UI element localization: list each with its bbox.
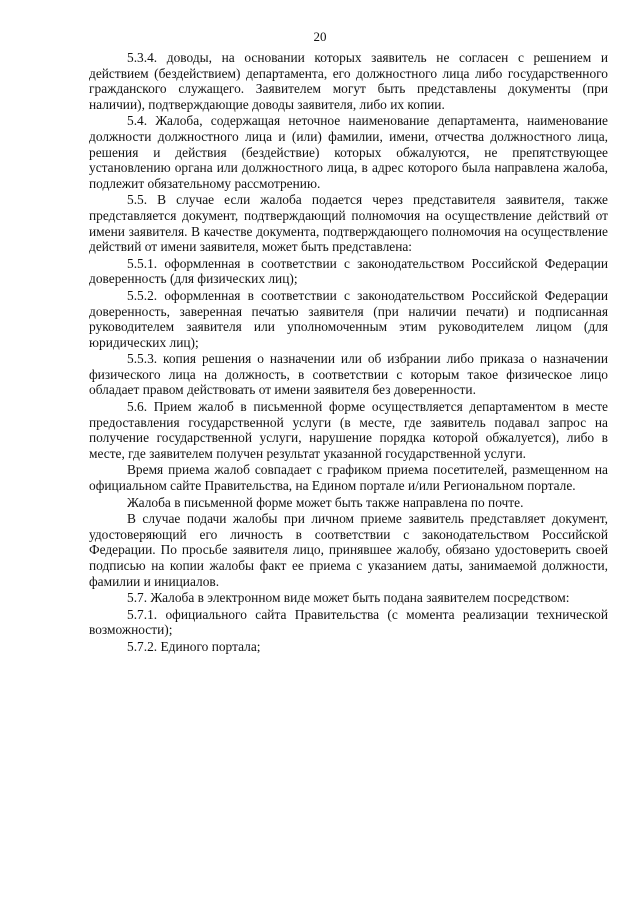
paragraph-5-5-1: 5.5.1. оформленная в соответствии с законодательством Российской Федерации доверенность (для физических лиц);	[89, 255, 608, 287]
paragraph-5-5-2: 5.5.2. оформленная в соответствии с законодательством Российской Федерации доверенность, заверенная печатью заявителя (при наличии печати) и подписанная руководителем заявителя или уполномоченным этим руководителем лицом (для юридических лиц);	[89, 287, 608, 350]
page-number: 20	[313, 29, 327, 44]
paragraph-5-7-1: 5.7.1. официального сайта Правительства (с момента реализации технической возможности);	[89, 606, 608, 638]
paragraph-personal-reception: В случае подачи жалобы при личном приеме заявитель представляет документ, удостоверяющий его личность в соответствии с законодательством Российской Федерации. По просьбе заявителя лицо, принявшее жалобу, обязано удостоверить своей подписью на копии жалобы факт ее приема с указанием даты, занимаемой должности, фамилии и инициалов.	[89, 511, 608, 589]
paragraph-5-4: 5.4. Жалоба, содержащая неточное наименование департамента, наименование должности должностного лица и (или) фамилии, имени, отчества должностного лица, решения и действия (бездействие) которых обжалуются, не препятствующее установлению органа или должностного лица, в адрес которого была направлена жалоба, подлежит обязательному рассмотрению.	[89, 113, 608, 191]
paragraph-5-6: 5.6. Прием жалоб в письменной форме осуществляется департаментом в месте предоставления государственной услуги (в месте, где заявитель подавал запрос на получение государственной услуги, нарушение порядка которой обжалуется), либо в месте, где заявителем получен результат указанной государственной услуги.	[89, 399, 608, 461]
paragraph-5-5-3: 5.5.3. копия решения о назначении или об избрании либо приказа о назначении физического лица на должность, в соответствии с которым такое физическое лицо обладает правом действовать от имени заявителя без доверенности.	[89, 351, 608, 398]
document-body	[89, 50, 608, 655]
paragraph-5-3-4: 5.3.4. доводы, на основании которых заявитель не согласен с решением и действием (бездействием) департамента, его должностного лица либо государственного гражданского служащего. Заявителем могут быть представлены документы (при наличии), подтверждающие доводы заявителя, либо их копии.	[89, 50, 608, 112]
paragraph-5-7: 5.7. Жалоба в электронном виде может быть подана заявителем посредством:	[127, 590, 570, 606]
paragraph-5-5: 5.5. В случае если жалоба подается через представителя заявителя, также представляется документ, подтверждающий полномочия на осуществление действий от имени заявителя. В качестве документа, подтверждающего полномочия на осуществление действий от имени заявителя, может быть представлена:	[89, 192, 608, 255]
paragraph-5-7-2: 5.7.2. Единого портала;	[127, 638, 261, 654]
paragraph-reception-time: Время приема жалоб совпадает с графиком приема посетителей, размещенном на официальном сайте Правительства, на Едином портале и/или Региональном портале.	[89, 462, 608, 494]
paragraph-mail: Жалоба в письменной форме может быть также направлена по почте.	[127, 494, 524, 510]
